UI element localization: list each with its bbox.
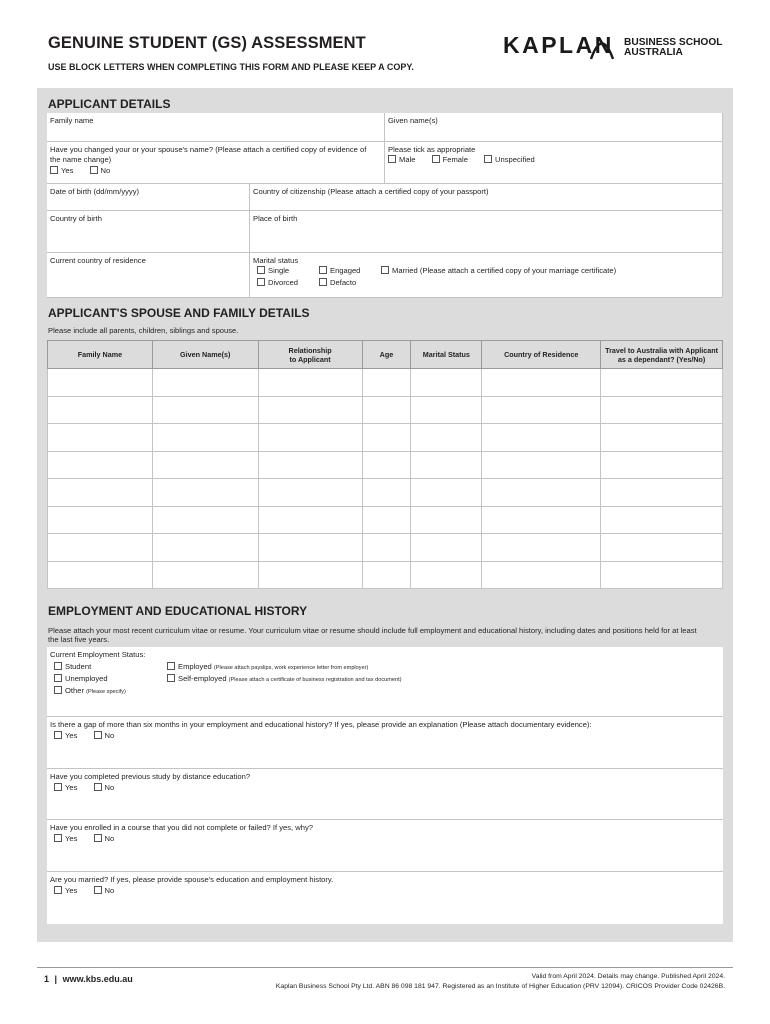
gap-question: Is there a gap of more than six months in your employment and educational history? If yes, please provide an explanation (Please attach documentary evidence): — [50, 720, 592, 729]
table-cell[interactable] — [482, 534, 601, 562]
divorced-label: Divorced — [268, 278, 298, 287]
table-cell[interactable] — [48, 479, 153, 507]
col-marital-status-label: Marital Status — [422, 350, 470, 359]
table-row — [48, 534, 723, 562]
married-question: Are you married? If yes, please provide spouse's education and employment history. — [50, 875, 334, 884]
name-change-yes-checkbox[interactable] — [50, 166, 58, 174]
female-label: Female — [442, 155, 468, 164]
footer-legal: Kaplan Business School Pty Ltd. ABN 86 098 181 947. Registered as an Institute of Higher Education (PRV 12094). CRICOS Provider Code 02426B. — [275, 983, 725, 990]
female-checkbox[interactable] — [432, 155, 440, 163]
enrolled-no-checkbox[interactable] — [94, 834, 102, 842]
family-name-field[interactable] — [47, 113, 385, 142]
place-birth-label: Place of birth — [253, 214, 298, 223]
other-note: (Please specify) — [86, 689, 126, 695]
col-marital-status — [411, 341, 482, 369]
gap-no-label: No — [104, 731, 115, 740]
table-cell[interactable] — [601, 369, 723, 397]
col-relationship-label: Relationship to Applicant — [288, 345, 332, 364]
col-relationship — [258, 341, 362, 369]
table-cell[interactable] — [601, 396, 723, 424]
footer-valid: Valid from April 2024. Details may change. Published April 2024. — [531, 973, 725, 980]
table-cell[interactable] — [152, 451, 258, 479]
self-employed-note: (Please attach a certificate of business registration and tax document) — [228, 677, 402, 683]
col-country-residence — [482, 341, 601, 369]
residence-field[interactable] — [47, 253, 250, 298]
marital-label: Marital status — [253, 256, 299, 265]
footer-left: 1 | www.kbs.edu.au — [44, 974, 133, 984]
table-cell[interactable] — [152, 479, 258, 507]
gap-no-checkbox[interactable] — [94, 731, 102, 739]
table-cell[interactable] — [362, 561, 411, 589]
male-label: Male — [399, 155, 416, 164]
gender-field — [385, 142, 723, 184]
table-row — [48, 369, 723, 397]
table-cell[interactable] — [601, 424, 723, 452]
col-family-name-label: Family Name — [77, 350, 123, 359]
col-age — [362, 341, 411, 369]
unspecified-checkbox[interactable] — [484, 155, 492, 163]
footer-url-link[interactable]: www.kbs.edu.au — [62, 974, 133, 984]
table-row — [48, 506, 723, 534]
table-cell[interactable] — [258, 506, 362, 534]
engaged-checkbox[interactable] — [319, 266, 327, 274]
employment-status-label: Current Employment Status: — [50, 650, 146, 659]
table-cell[interactable] — [152, 534, 258, 562]
divorced-checkbox[interactable] — [257, 278, 265, 286]
gap-question-field[interactable] — [47, 717, 723, 769]
family-table-header — [48, 341, 723, 369]
enrolled-question-field[interactable] — [47, 820, 723, 872]
table-row — [48, 451, 723, 479]
country-birth-label: Country of birth — [50, 214, 102, 223]
table-cell[interactable] — [362, 451, 411, 479]
table-cell[interactable] — [258, 534, 362, 562]
table-cell[interactable] — [362, 506, 411, 534]
place-birth-field[interactable] — [250, 211, 723, 253]
given-names-label: Given name(s) — [388, 116, 438, 125]
table-cell[interactable] — [362, 369, 411, 397]
table-cell[interactable] — [482, 561, 601, 589]
single-label: Single — [268, 266, 290, 275]
table-cell[interactable] — [362, 424, 411, 452]
page-title: GENUINE STUDENT (GS) ASSESSMENT — [48, 34, 366, 52]
spouse-yes-label: Yes — [65, 886, 78, 895]
table-row — [48, 424, 723, 452]
col-family-name — [48, 341, 153, 369]
footer-right — [276, 972, 725, 992]
table-cell[interactable] — [48, 451, 153, 479]
other-label: Other — [65, 686, 84, 695]
student-label: Student — [65, 662, 92, 671]
table-row — [48, 396, 723, 424]
unspecified-label: Unspecified — [495, 155, 535, 164]
defacto-checkbox[interactable] — [319, 278, 327, 286]
table-cell[interactable] — [362, 534, 411, 562]
table-cell[interactable] — [258, 369, 362, 397]
col-travel-dependant — [601, 341, 723, 369]
residence-label: Current country of residence — [50, 256, 146, 265]
table-cell[interactable] — [411, 561, 482, 589]
table-cell[interactable] — [482, 451, 601, 479]
gender-tick-label: Please tick as appropriate — [388, 145, 476, 154]
logo-arc-icon — [587, 34, 617, 60]
table-cell[interactable] — [258, 479, 362, 507]
engaged-label: Engaged — [330, 266, 361, 275]
col-country-residence-label: Country of Residence — [504, 350, 579, 359]
citizenship-field[interactable] — [250, 184, 723, 211]
distance-question: Have you completed previous study by distance education? — [50, 772, 251, 781]
applicant-heading: APPLICANT DETAILS — [48, 97, 171, 111]
table-cell[interactable] — [411, 369, 482, 397]
unemployed-checkbox[interactable] — [54, 674, 62, 682]
table-cell[interactable] — [48, 561, 153, 589]
employment-heading: EMPLOYMENT AND EDUCATIONAL HISTORY — [48, 604, 308, 618]
table-cell[interactable] — [152, 506, 258, 534]
table-cell[interactable] — [482, 479, 601, 507]
distance-no-label: No — [104, 783, 115, 792]
enrolled-no-label: No — [104, 834, 115, 843]
employment-note: Please attach your most recent curriculum vitae or resume. Your curriculum vitae or resume should include full employment and educational history, including dates and positions held for at least the last five years. — [48, 626, 697, 644]
married-label: Married (Please attach a certified copy of your marriage certificate) — [392, 266, 617, 275]
distance-yes-checkbox[interactable] — [54, 783, 62, 791]
table-cell[interactable] — [601, 561, 723, 589]
student-checkbox[interactable] — [54, 662, 62, 670]
employed-note: (Please attach payslips, work experience letter from employer) — [213, 665, 369, 671]
table-cell[interactable] — [411, 396, 482, 424]
table-cell[interactable] — [48, 424, 153, 452]
table-cell[interactable] — [482, 369, 601, 397]
name-change-field — [47, 142, 385, 184]
self-employed-label: Self-employed — [178, 674, 227, 683]
table-cell[interactable] — [362, 479, 411, 507]
married-question-field[interactable] — [47, 872, 723, 924]
spouse-yes-checkbox[interactable] — [54, 886, 62, 894]
col-age-label: Age — [379, 350, 394, 359]
kaplan-logo — [503, 32, 728, 64]
table-cell[interactable] — [601, 451, 723, 479]
table-cell[interactable] — [258, 396, 362, 424]
distance-no-checkbox[interactable] — [94, 783, 102, 791]
table-cell[interactable] — [258, 424, 362, 452]
logo-subtitle — [624, 38, 723, 58]
dob-field[interactable] — [47, 184, 250, 211]
table-cell[interactable] — [601, 534, 723, 562]
col-given-names — [152, 341, 258, 369]
dob-label: Date of birth (dd/mm/yyyy) — [50, 187, 140, 196]
distance-yes-label: Yes — [65, 783, 78, 792]
page-subtitle: USE BLOCK LETTERS WHEN COMPLETING THIS FORM AND PLEASE KEEP A COPY. — [48, 62, 414, 72]
enrolled-yes-label: Yes — [65, 834, 78, 843]
married-checkbox[interactable] — [381, 266, 389, 274]
family-name-label: Family name — [50, 116, 94, 125]
table-cell[interactable] — [152, 424, 258, 452]
table-cell[interactable] — [482, 396, 601, 424]
logo-wordmark: KAPLAN — [503, 32, 614, 58]
table-cell[interactable] — [482, 506, 601, 534]
table-cell[interactable] — [411, 479, 482, 507]
family-heading: APPLICANT'S SPOUSE AND FAMILY DETAILS — [48, 306, 310, 320]
page-number: 1 — [44, 974, 50, 984]
table-cell[interactable] — [362, 396, 411, 424]
table-cell[interactable] — [152, 561, 258, 589]
table-cell[interactable] — [48, 396, 153, 424]
table-cell[interactable] — [258, 561, 362, 589]
single-checkbox[interactable] — [257, 266, 265, 274]
name-change-yes-label: Yes — [61, 166, 74, 175]
table-cell[interactable] — [601, 506, 723, 534]
logo-line2: AUSTRALIA — [624, 47, 683, 58]
table-cell[interactable] — [48, 506, 153, 534]
table-cell[interactable] — [411, 506, 482, 534]
male-checkbox[interactable] — [388, 155, 396, 163]
employed-checkbox[interactable] — [167, 662, 175, 670]
table-cell[interactable] — [411, 424, 482, 452]
table-cell[interactable] — [601, 479, 723, 507]
gap-yes-label: Yes — [65, 731, 78, 740]
name-change-no-label: No — [100, 166, 111, 175]
table-cell[interactable] — [152, 396, 258, 424]
table-row — [48, 561, 723, 589]
table-cell[interactable] — [482, 424, 601, 452]
table-cell[interactable] — [411, 534, 482, 562]
spouse-no-label: No — [104, 886, 115, 895]
enrolled-yes-checkbox[interactable] — [54, 834, 62, 842]
distance-question-field[interactable] — [47, 769, 723, 820]
family-table-body — [48, 369, 723, 589]
table-cell[interactable] — [411, 451, 482, 479]
table-cell[interactable] — [48, 369, 153, 397]
col-travel-dependant-label: Travel to Australia with Applicant as a dependant? (Yes/No) — [605, 345, 718, 364]
other-checkbox[interactable] — [54, 686, 62, 694]
table-row — [48, 479, 723, 507]
footer-divider — [37, 967, 733, 968]
enrolled-question: Have you enrolled in a course that you did not complete or failed? If yes, why? — [50, 823, 313, 832]
name-change-question: Have you changed your or your spouse's name? (Please attach a certified copy of evidence of the name change) — [50, 145, 367, 164]
unemployed-label: Unemployed — [65, 674, 108, 683]
name-change-no-checkbox[interactable] — [90, 166, 98, 174]
logo-line1: BUSINESS SCHOOL — [624, 37, 723, 48]
family-table — [47, 340, 723, 589]
employed-label: Employed — [178, 662, 212, 671]
family-note: Please include all parents, children, siblings and spouse. — [48, 326, 239, 335]
citizenship-label: Country of citizenship (Please attach a certified copy of your passport) — [253, 187, 489, 196]
gap-yes-checkbox[interactable] — [54, 731, 62, 739]
spouse-no-checkbox[interactable] — [94, 886, 102, 894]
self-employed-checkbox[interactable] — [167, 674, 175, 682]
table-cell[interactable] — [152, 369, 258, 397]
country-birth-field[interactable] — [47, 211, 250, 253]
defacto-label: Defacto — [330, 278, 357, 287]
table-cell[interactable] — [258, 451, 362, 479]
col-given-names-label: Given Name(s) — [180, 350, 231, 359]
given-names-field[interactable] — [385, 113, 723, 142]
table-cell[interactable] — [48, 534, 153, 562]
